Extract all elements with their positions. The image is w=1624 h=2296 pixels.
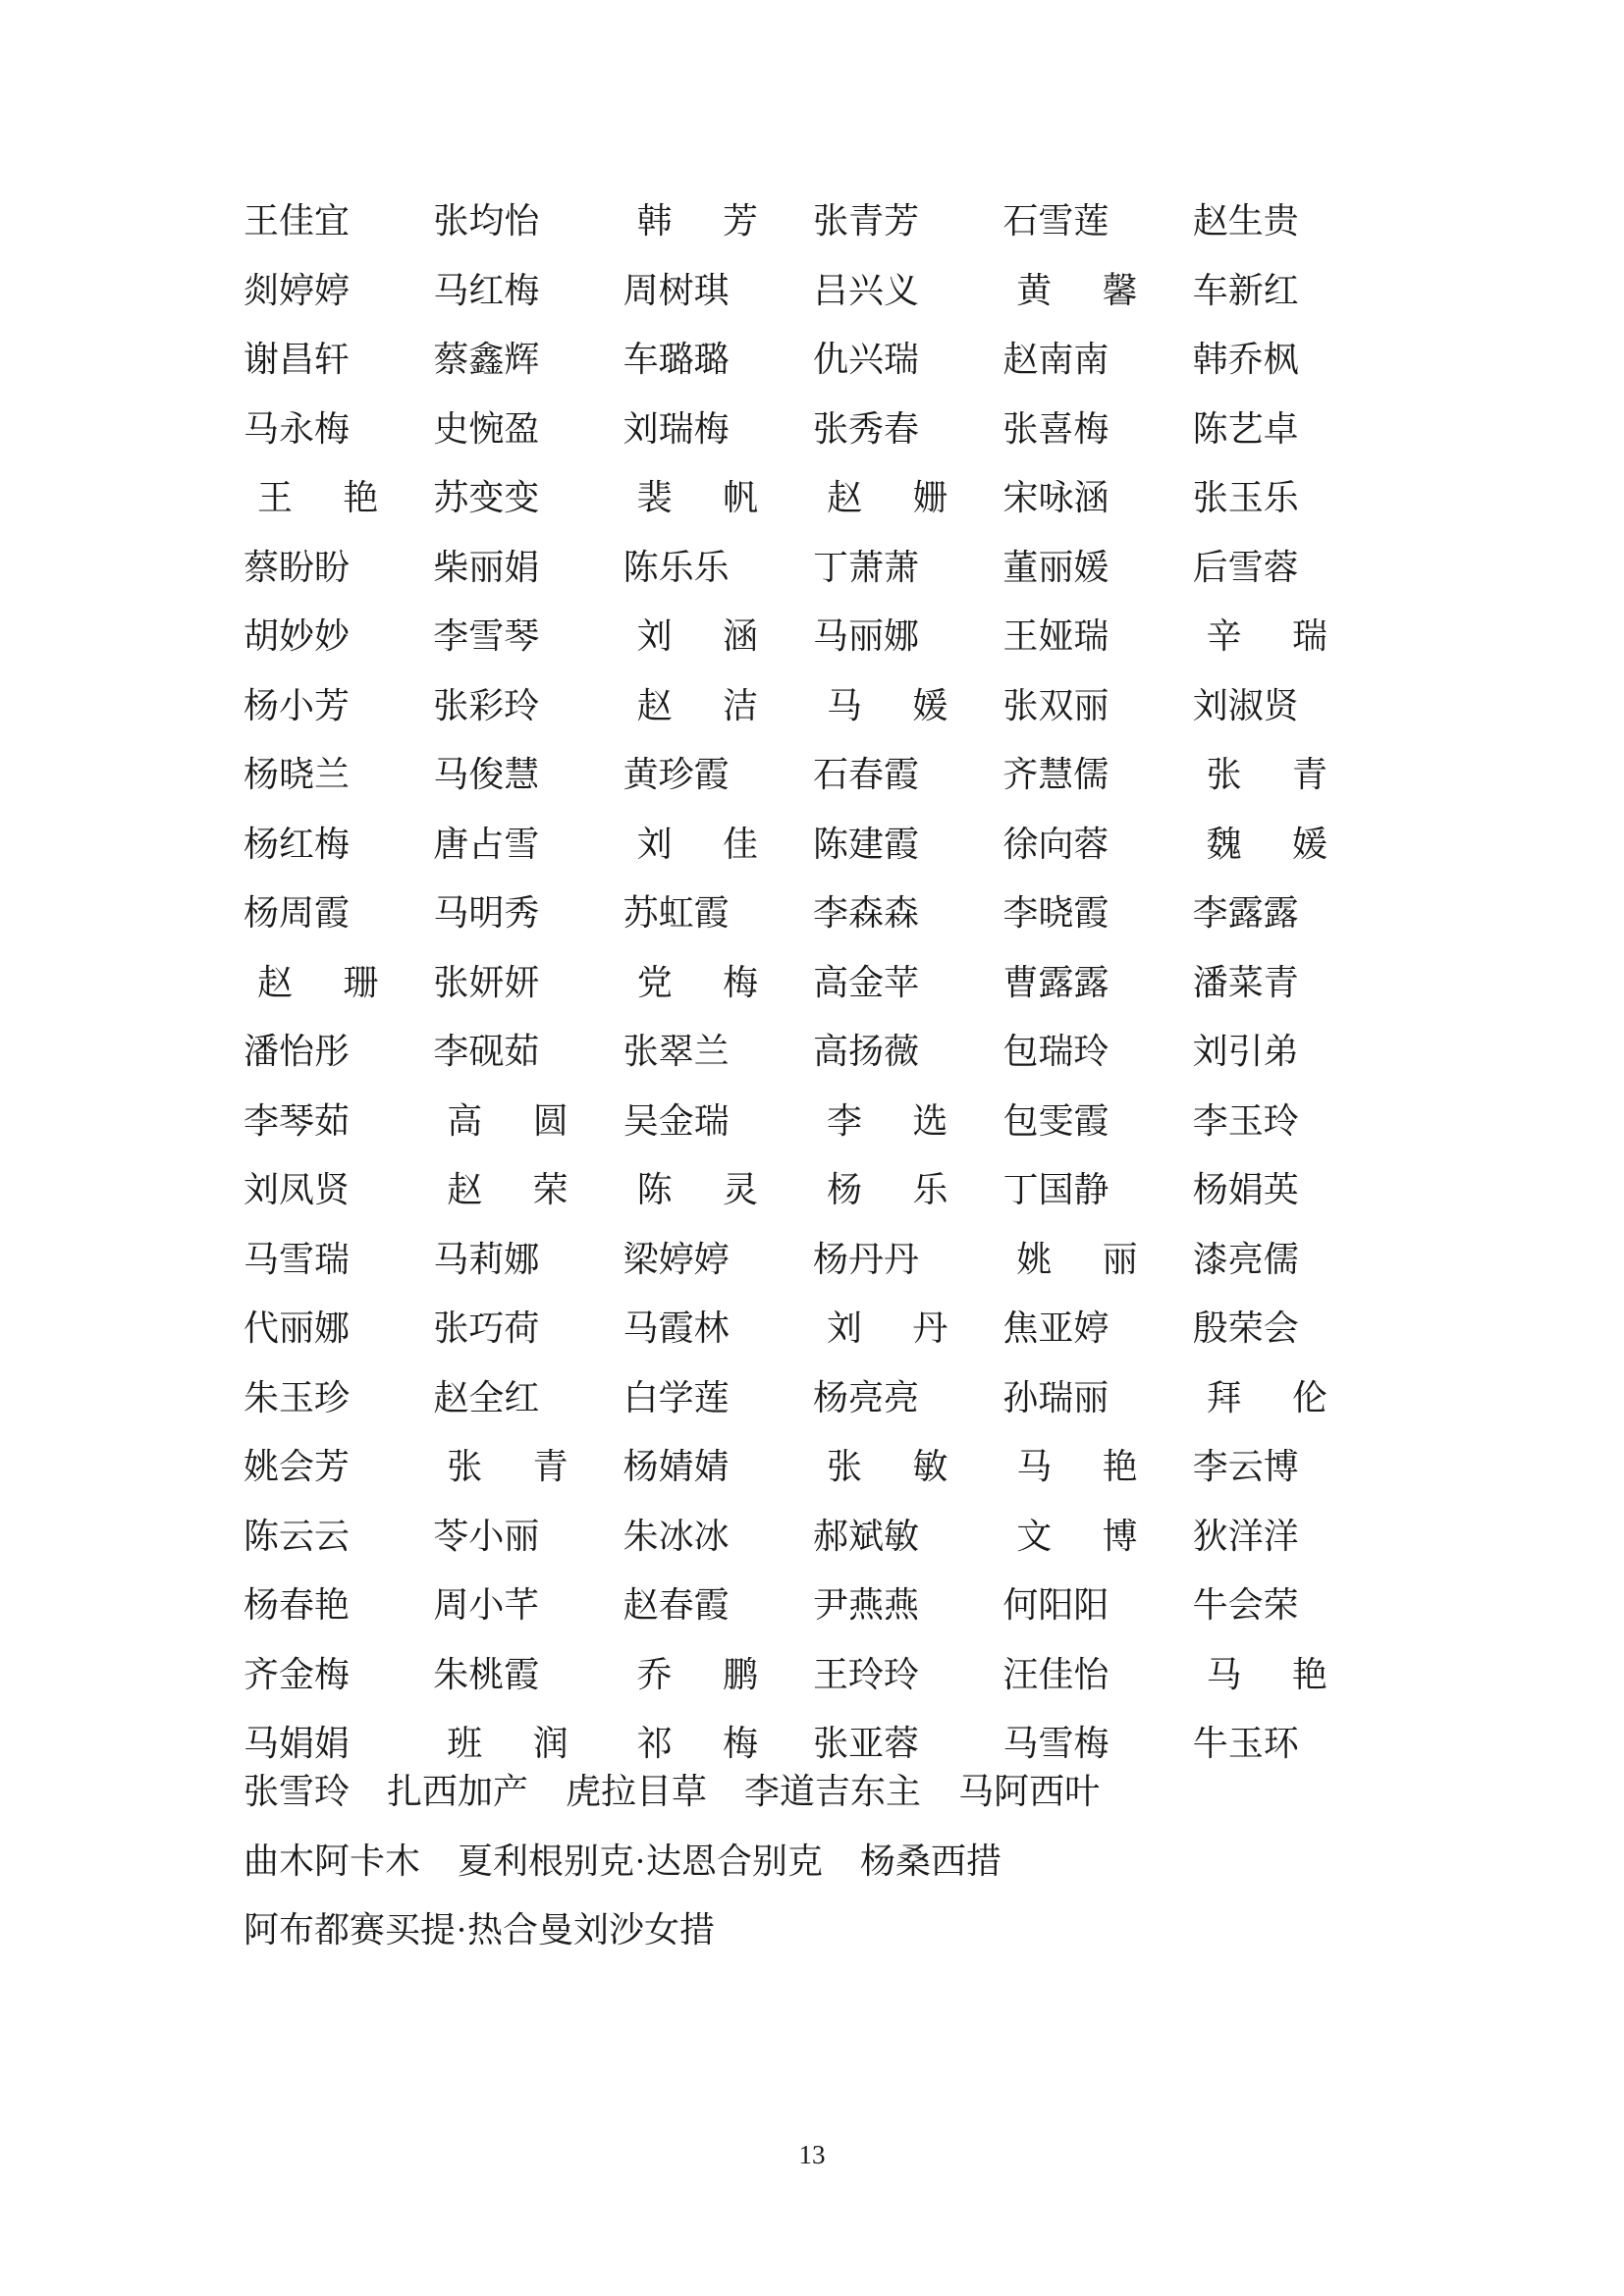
name-row: [244, 740, 1382, 810]
name-cell: 马娟娟: [244, 1724, 351, 1764]
name-cell: 赵 荣: [447, 1170, 568, 1210]
name-cell: 赵 洁: [636, 685, 759, 725]
name-cell: 姚会芳: [244, 1447, 351, 1487]
name-cell: 李砚茹: [433, 1032, 540, 1072]
name-cell: 张均怡: [433, 201, 540, 241]
name-cell: 包瑞玲: [1002, 1032, 1110, 1072]
name-cell: 杨 乐: [827, 1170, 948, 1210]
name-cell: 杨婧婧: [623, 1447, 730, 1487]
name-cell: 丁国静: [1002, 1170, 1110, 1210]
name-cell: 梁婷婷: [623, 1239, 730, 1279]
name-cell: 李 选: [827, 1100, 948, 1141]
name-row: [244, 1363, 1382, 1433]
name-cell: 李道吉东主: [744, 1772, 922, 1812]
name-cell: 宋咏涵: [1002, 478, 1110, 518]
name-cell: 马明秀: [433, 893, 540, 934]
name-row: [244, 1432, 1382, 1502]
name-cell: 乔 鹏: [636, 1654, 759, 1694]
name-row: [244, 948, 1382, 1018]
name-cell: 李云博: [1192, 1447, 1299, 1487]
name-row: [244, 256, 1382, 326]
name-cell: 李森森: [812, 893, 919, 934]
name-cell: 阿布都赛买提·热合曼刘沙女措: [244, 1910, 715, 1950]
name-cell: 赵春霞: [623, 1585, 730, 1626]
name-cell: 剡婷婷: [244, 270, 351, 310]
name-cell: 代丽娜: [244, 1308, 351, 1349]
name-row: [244, 533, 1382, 603]
name-row: [244, 1155, 1382, 1225]
name-cell: 姚 丽: [1016, 1239, 1138, 1279]
name-cell: 韩 芳: [636, 201, 759, 241]
name-cell: 车新红: [1192, 270, 1299, 310]
name-cell: 牛会荣: [1192, 1585, 1299, 1626]
name-cell: 虎拉目草: [566, 1772, 708, 1812]
name-cell: 马阿西叶: [958, 1772, 1101, 1812]
name-cell: 陈乐乐: [623, 547, 730, 587]
name-cell: 齐慧儒: [1002, 755, 1110, 795]
name-cell: 柴丽娟: [433, 547, 540, 587]
name-cell: 马 媛: [827, 685, 948, 725]
name-cell: 刘瑞梅: [623, 408, 730, 449]
name-cell: 孙瑞丽: [1002, 1377, 1110, 1417]
name-cell: 蔡盼盼: [244, 547, 351, 587]
name-cell: 唐占雪: [433, 824, 540, 864]
name-row: [244, 395, 1382, 464]
name-cell: 殷荣会: [1192, 1308, 1299, 1349]
name-cell: 苏变变: [433, 478, 540, 518]
name-cell: 马 艳: [1016, 1447, 1138, 1487]
name-cell: 包雯霞: [1002, 1100, 1110, 1141]
name-cell: 夏利根别克·达恩合别克: [458, 1841, 824, 1881]
name-cell: 刘淑贤: [1192, 685, 1299, 725]
name-cell: 刘 涵: [636, 616, 759, 657]
name-cell: 何阳阳: [1002, 1585, 1110, 1626]
name-cell: 王娅瑞: [1002, 616, 1110, 657]
name-row: [244, 1640, 1382, 1710]
name-cell: 赵 珊: [257, 962, 379, 1002]
name-cell: 张亚蓉: [813, 1724, 920, 1764]
name-cell: 杨春艳: [244, 1585, 351, 1626]
name-cell: 苓小丽: [433, 1516, 540, 1556]
name-cell: 拜 伦: [1206, 1377, 1327, 1417]
name-cell: 汪佳怡: [1002, 1654, 1110, 1694]
long-name-row: [244, 1896, 1422, 1965]
name-row: [244, 1225, 1382, 1295]
name-cell: 祁 梅: [636, 1724, 759, 1764]
name-cell: 张翠兰: [623, 1032, 730, 1072]
name-cell: 王 艳: [257, 478, 379, 518]
name-cell: 周树琪: [623, 270, 730, 310]
name-cell: 齐金梅: [244, 1654, 351, 1694]
name-cell: 胡妙妙: [244, 616, 351, 657]
name-cell: 陈云云: [244, 1516, 351, 1556]
name-cell: 张妍妍: [433, 962, 540, 1002]
name-cell: 杨丹丹: [812, 1239, 919, 1279]
name-row: [244, 325, 1382, 395]
name-cell: 裴 帆: [636, 478, 759, 518]
name-cell: 王佳宜: [244, 201, 351, 241]
name-cell: 马雪梅: [1002, 1724, 1110, 1764]
name-cell: 文 博: [1016, 1516, 1138, 1556]
name-row: [244, 671, 1382, 741]
name-cell: 赵南南: [1002, 340, 1110, 380]
name-cell: 王玲玲: [813, 1654, 920, 1694]
name-cell: 刘引弟: [1192, 1032, 1299, 1072]
name-cell: 吴金瑞: [623, 1100, 730, 1141]
name-cell: 高扬薇: [812, 1032, 919, 1072]
page-number: 13: [798, 2140, 826, 2169]
name-cell: 陈建霞: [813, 824, 920, 864]
name-cell: 朱桃霞: [433, 1654, 540, 1694]
name-cell: 周小芊: [433, 1585, 540, 1626]
name-cell: 黄珍霞: [623, 755, 730, 795]
name-cell: 党 梅: [636, 962, 759, 1002]
name-cell: 李琴茹: [244, 1100, 351, 1141]
name-cell: 徐向蓉: [1002, 824, 1110, 864]
name-cell: 张 敏: [826, 1447, 948, 1487]
name-cell: 马 艳: [1206, 1654, 1328, 1694]
long-name-rows: [244, 1757, 1422, 1965]
name-cell: 白学莲: [623, 1377, 730, 1417]
name-cell: 辛 瑞: [1206, 616, 1328, 657]
name-cell: 张喜梅: [1002, 408, 1110, 449]
name-cell: 刘 佳: [636, 824, 759, 864]
name-cell: 石春霞: [812, 755, 919, 795]
long-name-row: [244, 1827, 1422, 1896]
name-row: [244, 187, 1382, 256]
name-row: [244, 879, 1382, 948]
name-cell: 郝斌敏: [812, 1516, 919, 1556]
name-cell: 马雪瑞: [244, 1239, 351, 1279]
name-cell: 杨晓兰: [244, 755, 351, 795]
name-cell: 石雪莲: [1002, 201, 1110, 241]
name-cell: 漆亮儒: [1192, 1239, 1299, 1279]
name-cell: 张彩玲: [433, 685, 540, 725]
name-cell: 马莉娜: [433, 1239, 540, 1279]
name-cell: 张 青: [447, 1447, 568, 1487]
name-grid: [244, 187, 1382, 1779]
name-cell: 杨亮亮: [812, 1377, 919, 1417]
name-cell: 车璐璐: [623, 340, 730, 380]
name-cell: 牛玉环: [1192, 1724, 1299, 1764]
name-cell: 高金苹: [813, 962, 920, 1002]
long-name-row: [244, 1757, 1422, 1827]
name-cell: 朱玉珍: [244, 1377, 351, 1417]
name-cell: 杨娟英: [1192, 1170, 1299, 1210]
name-cell: 杨小芳: [244, 685, 351, 725]
name-cell: 黄 馨: [1016, 270, 1138, 310]
name-row: [244, 463, 1382, 533]
name-cell: 魏 媛: [1206, 824, 1328, 864]
name-cell: 潘菜青: [1192, 962, 1299, 1002]
name-cell: 刘 丹: [826, 1308, 948, 1349]
name-cell: 张 青: [1206, 755, 1327, 795]
name-cell: 董丽媛: [1002, 547, 1110, 587]
name-cell: 李雪琴: [433, 616, 540, 657]
name-cell: 马俊慧: [433, 755, 540, 795]
name-cell: 刘凤贤: [244, 1170, 351, 1210]
name-cell: 谢昌轩: [244, 340, 351, 380]
name-cell: 马丽娜: [813, 616, 920, 657]
name-cell: 曲木阿卡木: [244, 1841, 421, 1881]
name-cell: 后雪蓉: [1192, 547, 1299, 587]
name-cell: 尹燕燕: [812, 1585, 919, 1626]
name-cell: 蔡鑫辉: [433, 340, 540, 380]
name-cell: 扎西加产: [387, 1772, 529, 1812]
name-cell: 赵生贵: [1192, 201, 1299, 241]
name-row: [244, 602, 1382, 671]
name-row: [244, 1087, 1382, 1156]
name-cell: 张秀春: [812, 408, 919, 449]
name-cell: 班 润: [447, 1724, 568, 1764]
name-cell: 张巧荷: [433, 1308, 540, 1349]
name-cell: 马霞林: [623, 1308, 730, 1349]
name-cell: 苏虹霞: [623, 893, 730, 934]
name-row: [244, 1571, 1382, 1640]
name-row: [244, 1502, 1382, 1572]
name-cell: 赵 姗: [827, 478, 948, 518]
name-cell: 杨周霞: [244, 893, 351, 934]
name-row: [244, 1017, 1382, 1087]
name-cell: 马永梅: [244, 408, 351, 449]
name-cell: 丁萧萧: [812, 547, 919, 587]
name-row: [244, 1294, 1382, 1363]
name-cell: 仇兴瑞: [812, 340, 919, 380]
name-cell: 陈艺卓: [1192, 408, 1299, 449]
name-cell: 张双丽: [1002, 685, 1110, 725]
name-cell: 马红梅: [433, 270, 540, 310]
name-cell: 陈 灵: [636, 1170, 759, 1210]
name-cell: 狄洋洋: [1192, 1516, 1299, 1556]
name-cell: 焦亚婷: [1002, 1308, 1110, 1349]
name-cell: 朱冰冰: [623, 1516, 730, 1556]
name-cell: 张雪玲: [244, 1772, 351, 1812]
name-cell: 张玉乐: [1192, 478, 1299, 518]
name-cell: 曹露露: [1002, 962, 1110, 1002]
name-cell: 杨桑西措: [860, 1841, 1002, 1881]
name-cell: 李玉玲: [1192, 1100, 1299, 1141]
name-row: [244, 810, 1382, 880]
name-cell: 潘怡彤: [244, 1032, 351, 1072]
name-cell: 李晓霞: [1002, 893, 1110, 934]
name-cell: 李露露: [1192, 893, 1299, 934]
name-cell: 史惋盈: [433, 408, 540, 449]
name-cell: 杨红梅: [244, 824, 351, 864]
name-cell: 韩乔枫: [1192, 340, 1299, 380]
name-cell: 张青芳: [813, 201, 920, 241]
name-cell: 吕兴义: [812, 270, 919, 310]
name-cell: 高 圆: [447, 1100, 568, 1141]
name-cell: 赵全红: [433, 1377, 540, 1417]
